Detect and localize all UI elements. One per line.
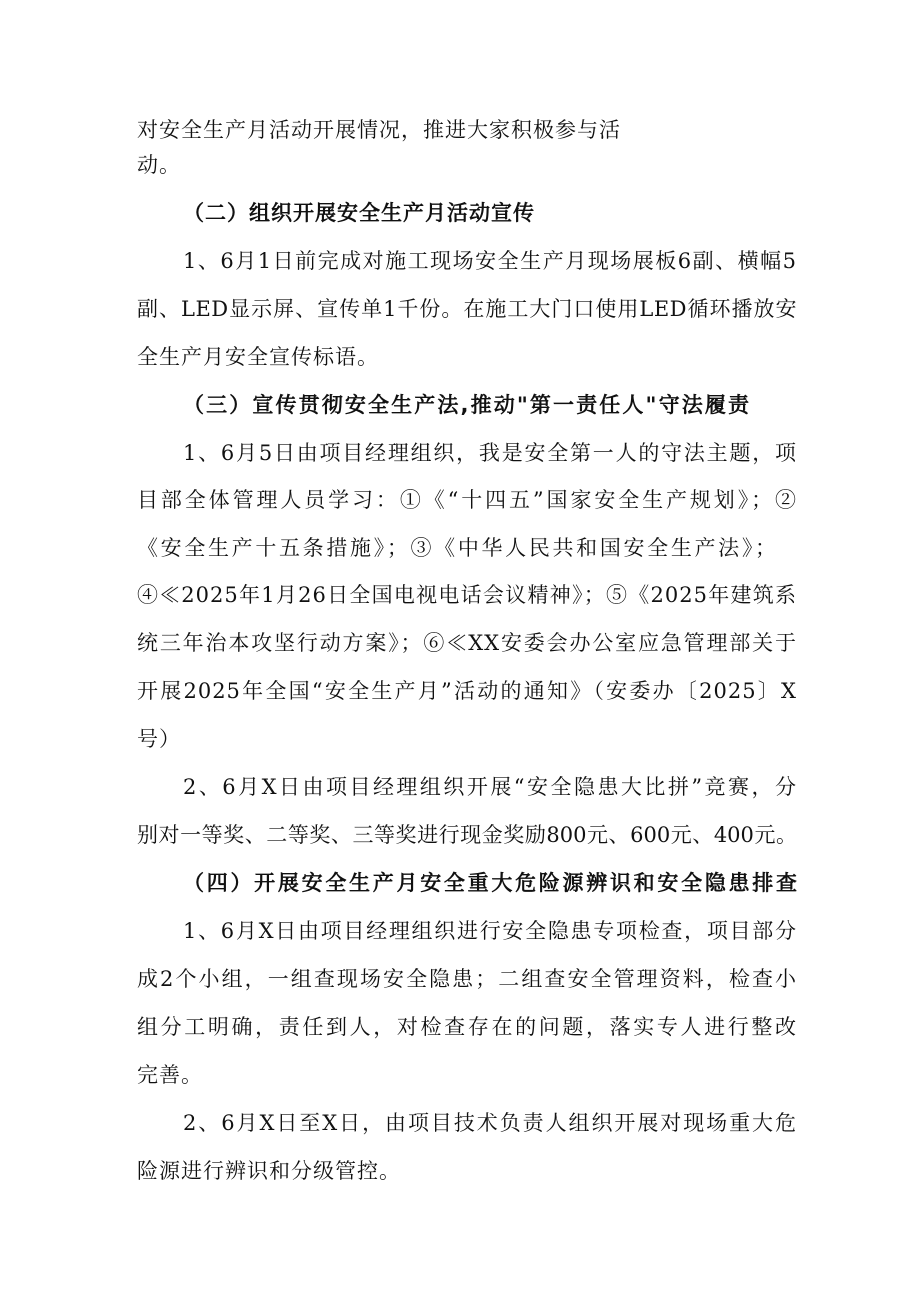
paragraph-line: 1、6月X日由项目经理组织进行安全隐患专项检查，项目部分 [183,919,797,943]
paragraph-line: 2、6月X日至X日，由项目技术负责人组织开展对现场重大危 [183,1111,797,1135]
paragraph-line: 全生产月安全宣传标语。 [137,345,379,369]
paragraph-line: 号） [137,727,181,751]
section-heading-2: （二）组织开展安全生产月活动宣传 [183,201,535,225]
paragraph-line: ④≪2025年1月26日全国电视电话会议精神》；⑤《2025年建筑系 [137,583,797,607]
paragraph-line: 2、6月X日由项目经理组织开展“安全隐患大比拼”竞赛，分 [183,775,797,799]
paragraph-line: 《安全生产十五条措施》；③《中华人民共和国安全生产法》； [137,536,777,560]
paragraph-line: 成2个小组，一组查现场安全隐患；二组查安全管理资料，检查小 [137,967,797,991]
paragraph-line: 1、6月1日前完成对施工现场安全生产月现场展板6副、横幅5 [183,249,797,273]
paragraph-line: 组分工明确，责任到人，对检查存在的问题，落实专人进行整改 [137,1015,797,1039]
paragraph-line: 1、6月5日由项目经理组织，我是安全第一人的守法主题，项 [183,441,797,465]
section-heading-4: （四）开展安全生产月安全重大危险源辨识和安全隐患排查 [183,871,797,895]
paragraph-line: 目部全体管理人员学习：①《“十四五”国家安全生产规划》；② [137,488,797,512]
paragraph-line: 副、LED显示屏、宣传单1千份。在施工大门口使用LED循环播放安 [137,297,797,321]
paragraph-line: 对安全生产月活动开展情况，推进大家积极参与活 [137,118,621,142]
paragraph-line: 开展2025年全国“安全生产月”活动的通知》（安委办〔2025〕X [137,679,797,703]
paragraph-line: 完善。 [137,1063,203,1087]
paragraph-line: 别对一等奖、二等奖、三等奖进行现金奖励800元、600元、400元。 [137,823,797,847]
paragraph-line: 统三年治本攻坚行动方案》；⑥≪XX安委会办公室应急管理部关于 [137,631,797,655]
paragraph-line: 险源进行辨识和分级管控。 [137,1159,401,1183]
paragraph-line: 动。 [137,153,181,177]
section-heading-3: （三）宣传贯彻安全生产法,推动"第一责任人"守法履责 [183,393,749,417]
